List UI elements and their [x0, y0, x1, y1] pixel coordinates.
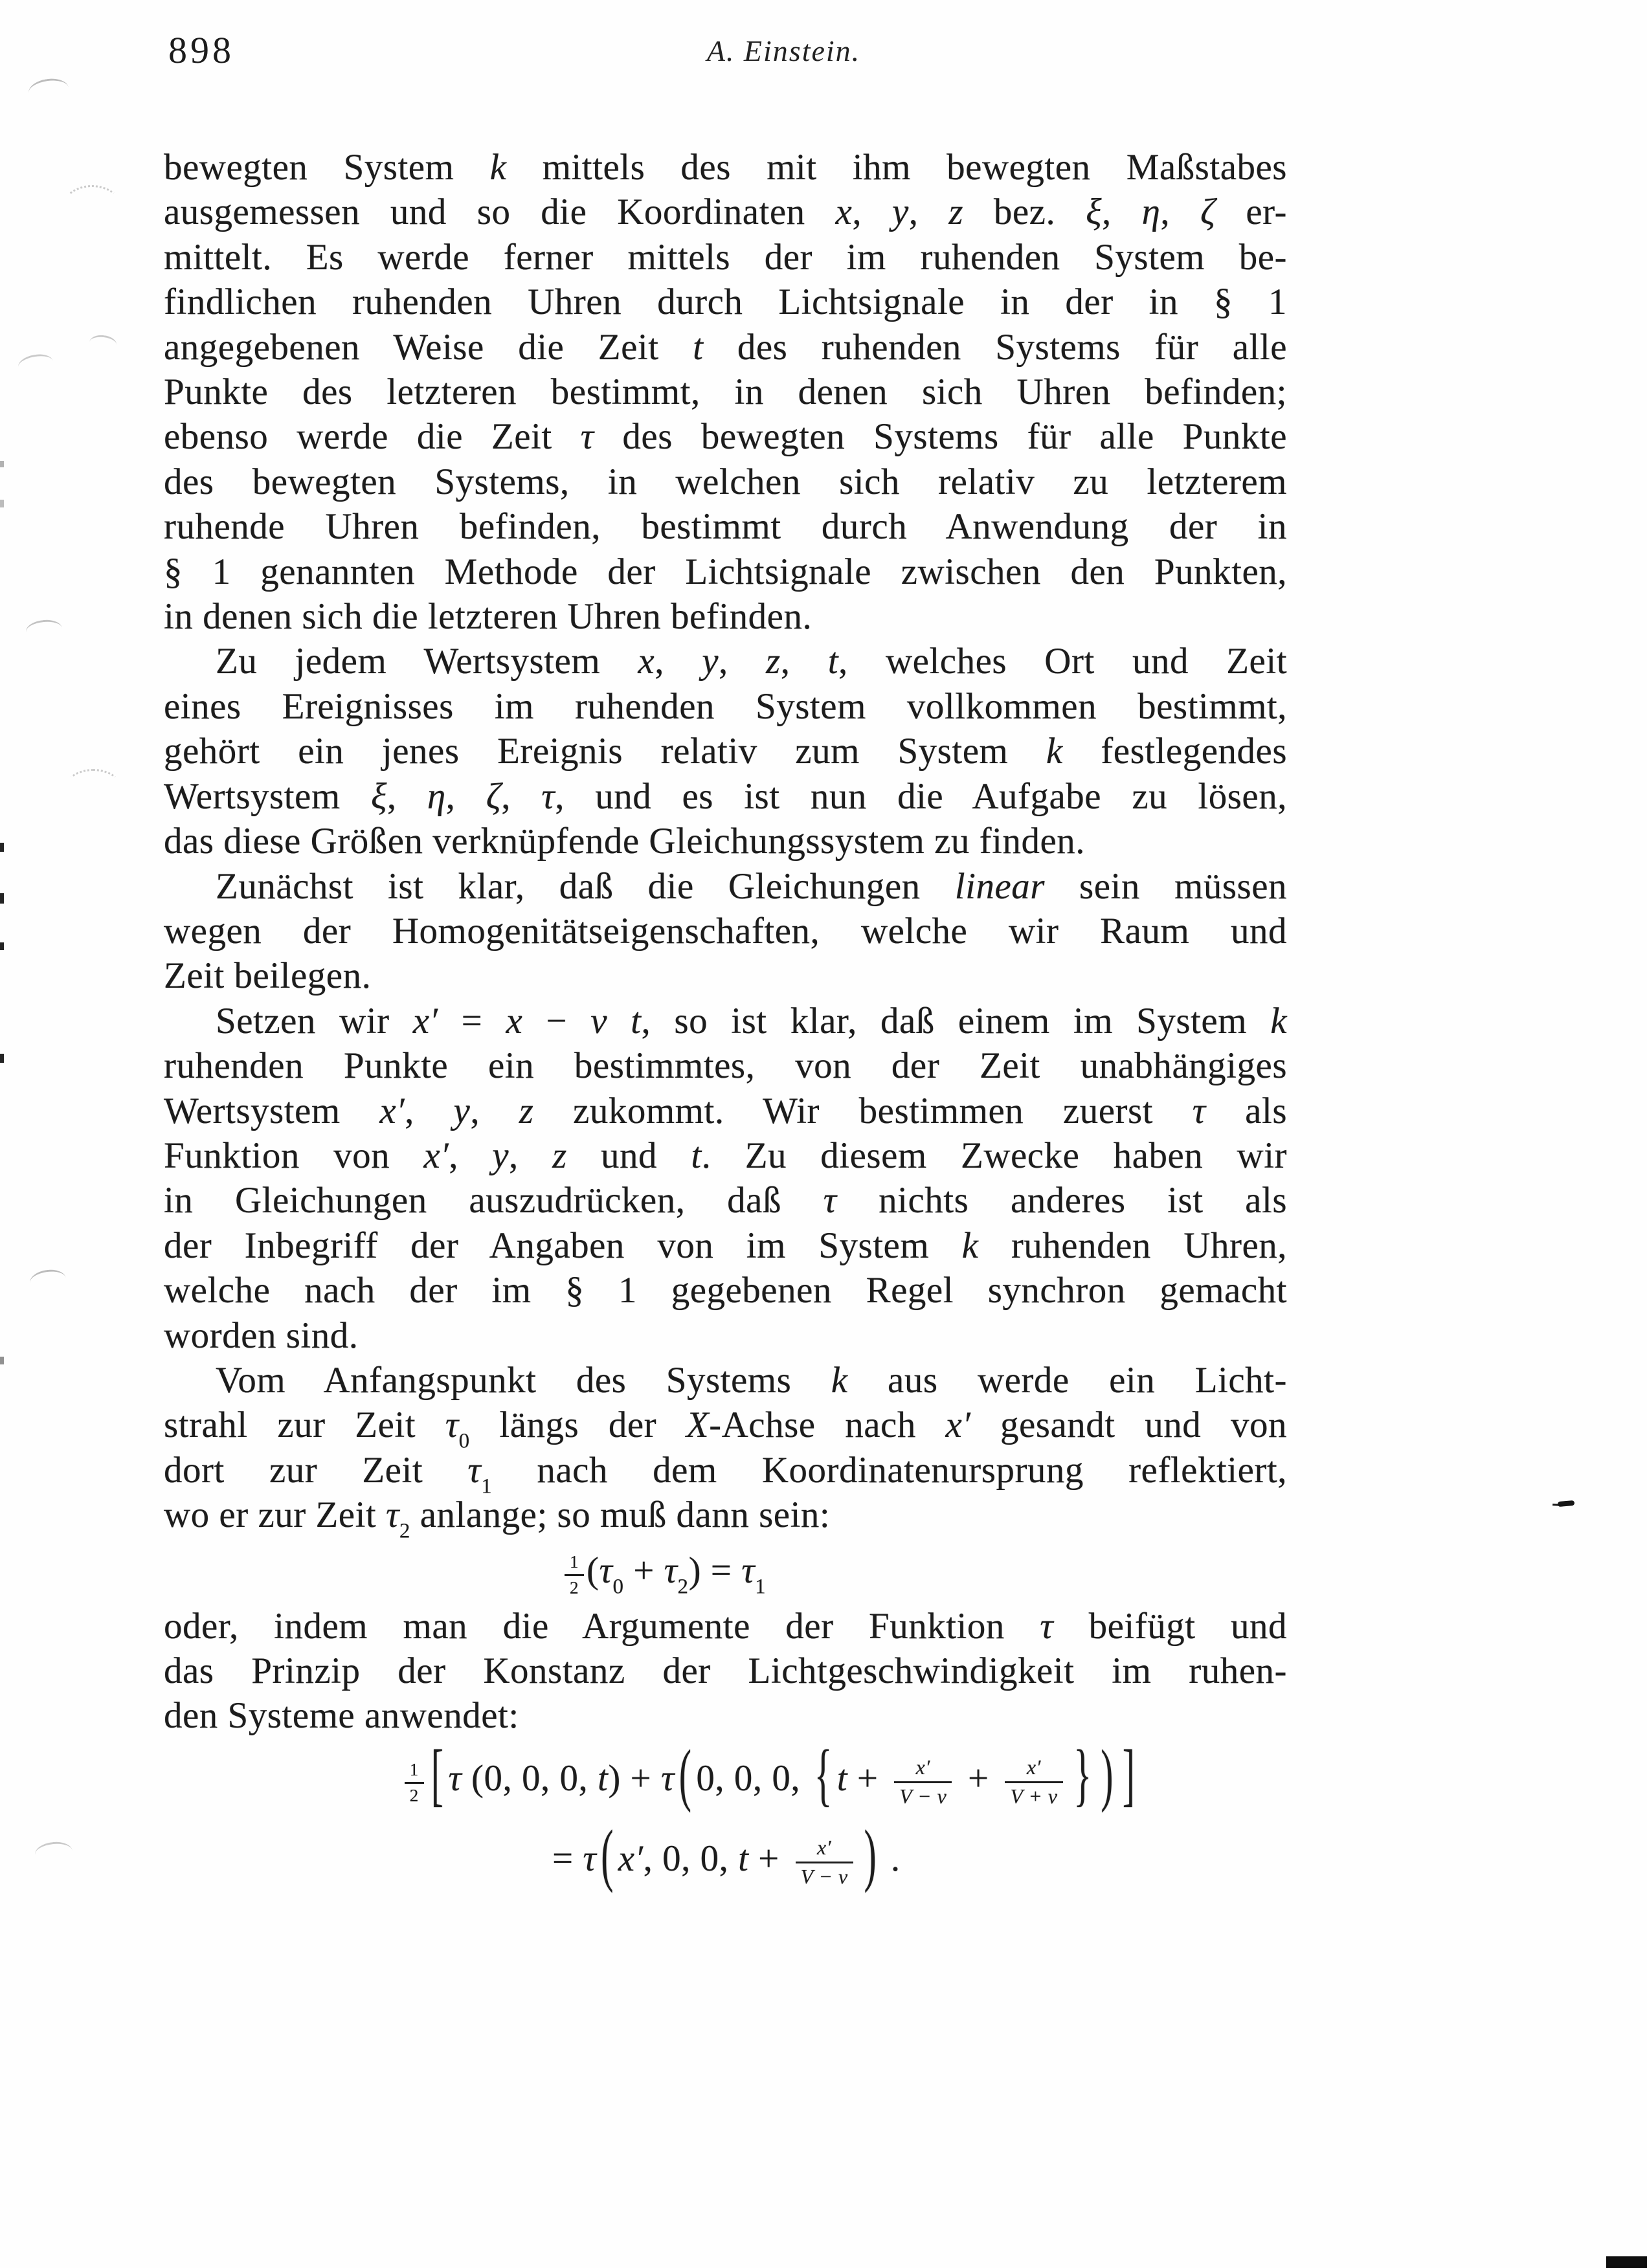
text-line: Funktion von x′, y, z und t. Zu diesem Zwecke haben wir — [164, 1135, 1288, 1176]
scan-edge-mark — [0, 500, 4, 507]
scan-smudge — [34, 1840, 73, 1865]
text-line: in Gleichungen auszudrücken, daß τ nichts anderes ist als — [164, 1180, 1287, 1221]
scan-smudge — [89, 334, 117, 353]
scan-edge-mark — [0, 1357, 4, 1364]
scan-edge-mark — [0, 942, 4, 950]
text-line: Zeit beilegen. — [164, 955, 372, 997]
text-line: Setzen wir x′ = x − v t, so ist klar, daß einem im System k — [216, 1000, 1287, 1041]
text-line: gehört ein jenes Ereignis relativ zum System k festlegendes — [164, 731, 1288, 772]
text-line: Zunächst ist klar, daß die Gleichungen linear sein müssen — [216, 865, 1287, 907]
text-line: Wertsystem x′, y, z zukommt. Wir bestimmen zuerst τ als — [164, 1090, 1287, 1131]
formula-line: $\frac{1}{2}$ [ τ (0, 0, 0, t) + τ ( 0, 0, 0, { t + $\frac{x'}{V - v}$ + $\frac{x'}{V + v}$ } ) ] — [164, 1739, 1287, 1819]
text-line: ruhenden Punkte ein bestimmtes, von der Zeit unabhängiges — [164, 1045, 1287, 1087]
text-line: strahl zur Zeit $\tau_0$ längs der X-Achse nach x′ gesandt und von — [164, 1405, 1287, 1453]
scan-edge-mark — [0, 461, 4, 467]
text-line: § 1 genannten Methode der Lichtsignale zwischen den Punkten, — [164, 551, 1287, 592]
text-line: wegen der Homogenitätseigenschaften, welche wir Raum und — [164, 910, 1287, 951]
text-line: worden sind. — [164, 1315, 359, 1356]
text-line: Zu jedem Wertsystem x, y, z, t, welches Ort und Zeit — [216, 641, 1288, 682]
scan-edge-mark — [0, 843, 4, 852]
scan-smudge — [28, 1267, 67, 1293]
page-number: 898 — [168, 29, 234, 71]
text-line: das diese Größen verknüpfende Gleichungssystem zu finden. — [164, 821, 1086, 862]
text-line: Punkte des letzteren bestimmt, in denen sich Uhren befinden; — [164, 372, 1287, 413]
text-line: ausgemessen und so die Koordinaten x, y, z bez. ξ, η, ζ er- — [164, 192, 1287, 233]
scan-smudge — [63, 769, 123, 812]
text-line: dort zur Zeit $\tau_1$ nach dem Koordinatenursprung reflektiert, — [164, 1449, 1288, 1498]
scan-ink-dash — [1558, 1500, 1575, 1507]
text-line: Wertsystem ξ, η, ζ, τ, und es ist nun die Aufgabe zu lösen, — [164, 775, 1287, 817]
text-line: den Systeme anwendet: — [164, 1695, 519, 1737]
formula-line: = τ ( x′, 0, 0, t + $\frac{x'}{V - v}$ ) . — [552, 1816, 901, 1895]
scan-smudge — [27, 76, 70, 104]
scan-smudge — [62, 185, 122, 229]
scan-edge-mark — [0, 893, 4, 904]
text-line: der Inbegriff der Angaben von im System k ruhenden Uhren, — [164, 1225, 1287, 1266]
text-line: bewegten System k mittels des mit ihm bewegten Maßstabes — [164, 147, 1287, 188]
text-line: welche nach der im § 1 gegebenen Regel synchron gemacht — [164, 1270, 1287, 1311]
text-line: das Prinzip der Konstanz der Lichtgeschwindigkeit im ruhen- — [164, 1651, 1287, 1691]
text-line: eines Ereignisses im ruhenden System vollkommen bestimmt, — [164, 685, 1287, 727]
text-line: des bewegten Systems, in welchen sich relativ zu letzterem — [164, 461, 1287, 502]
text-line: angegebenen Weise die Zeit t des ruhenden Systems für alle — [164, 326, 1287, 368]
formula-line: $\frac{1}{2}$ $(\tau_0 + \tau_2) = \tau_1$ — [164, 1538, 1287, 1604]
scan-corner-bar — [1606, 2256, 1647, 2268]
text-line: ebenso werde die Zeit τ des bewegten Systems für alle Punkte — [164, 416, 1287, 458]
running-head: A. Einstein. — [706, 34, 861, 67]
text-line: ruhende Uhren befinden, bestimmt durch Anwendung der in — [164, 506, 1287, 548]
text-line: findlichen ruhenden Uhren durch Lichtsignale in der in § 1 — [164, 282, 1287, 323]
text-line: oder, indem man die Argumente der Funktion τ beifügt und — [164, 1605, 1287, 1647]
text-column — [164, 145, 1287, 1899]
scan-smudge — [17, 352, 54, 377]
text-line: Vom Anfangspunkt des Systems k aus werde ein Licht- — [216, 1359, 1287, 1401]
text-line: in denen sich die letzteren Uhren befinden. — [164, 596, 812, 638]
scan-edge-mark — [0, 1054, 4, 1063]
scan-smudge — [25, 618, 63, 642]
text-line: wo er zur Zeit $\tau_2$ anlange; so muß dann sein: — [164, 1495, 831, 1543]
text-line: mittelt. Es werde ferner mittels der im ruhenden System be- — [164, 236, 1287, 278]
